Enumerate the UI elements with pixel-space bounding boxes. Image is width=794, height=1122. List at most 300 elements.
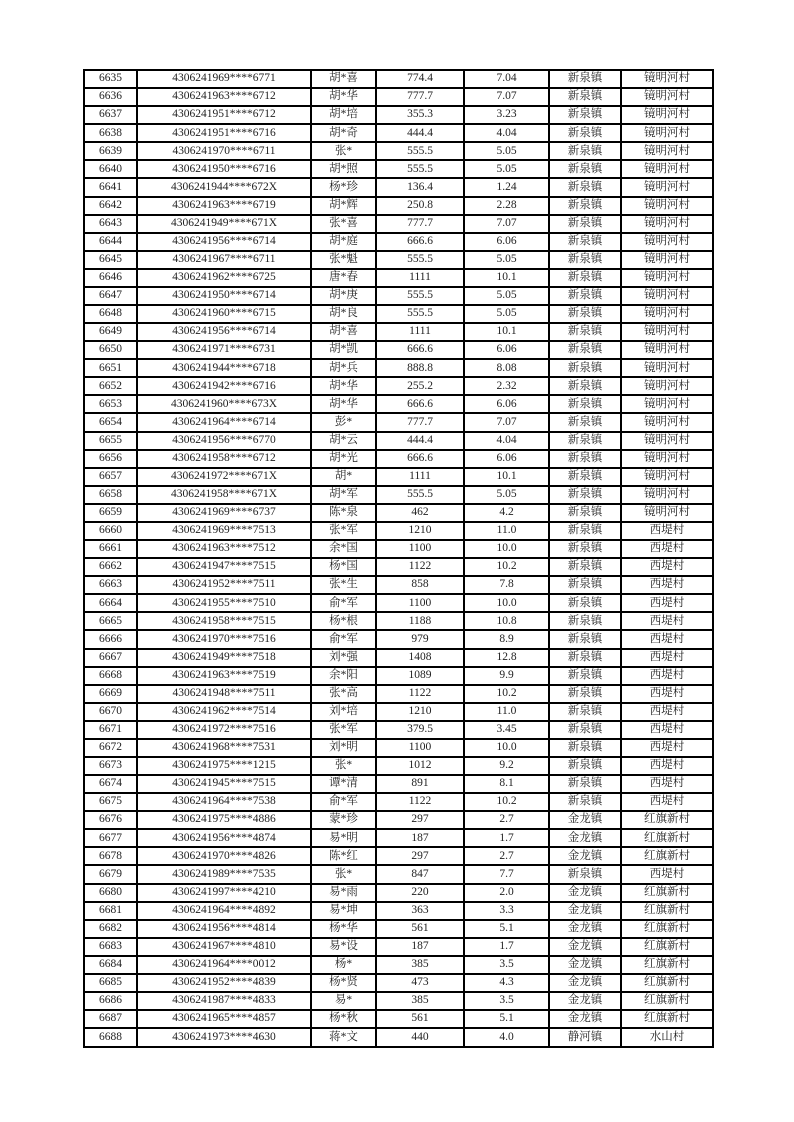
cell-serial: 6663 xyxy=(84,576,137,594)
cell-id-number: 4306241955****7510 xyxy=(137,594,311,612)
cell-area: 5.1 xyxy=(464,1010,549,1028)
table-row xyxy=(84,233,713,251)
table-row xyxy=(84,811,713,829)
cell-name: 余*阳 xyxy=(311,667,376,685)
cell-area: 3.5 xyxy=(464,956,549,974)
cell-name: 杨*国 xyxy=(311,558,376,576)
cell-name: 杨*珍 xyxy=(311,178,376,196)
cell-town: 新泉镇 xyxy=(549,486,621,504)
cell-village: 红旗新村 xyxy=(621,992,713,1010)
cell-amount: 666.6 xyxy=(376,341,464,359)
cell-name: 杨* xyxy=(311,956,376,974)
cell-area: 7.7 xyxy=(464,865,549,883)
cell-serial: 6659 xyxy=(84,504,137,522)
cell-serial: 6688 xyxy=(84,1028,137,1047)
table-row xyxy=(84,612,713,630)
cell-name: 唐*春 xyxy=(311,269,376,287)
cell-id-number: 4306241963****6719 xyxy=(137,197,311,215)
cell-name: 刘*培 xyxy=(311,703,376,721)
cell-id-number: 4306241987****4833 xyxy=(137,992,311,1010)
cell-name: 刘*明 xyxy=(311,739,376,757)
cell-village: 镜明河村 xyxy=(621,450,713,468)
cell-amount: 462 xyxy=(376,504,464,522)
cell-village: 西堤村 xyxy=(621,721,713,739)
cell-village: 镜明河村 xyxy=(621,269,713,287)
cell-name: 胡*培 xyxy=(311,106,376,124)
cell-town: 金龙镇 xyxy=(549,847,621,865)
cell-id-number: 4306241956****4874 xyxy=(137,829,311,847)
cell-id-number: 4306241952****7511 xyxy=(137,576,311,594)
cell-town: 新泉镇 xyxy=(549,865,621,883)
cell-area: 2.0 xyxy=(464,884,549,902)
cell-town: 静河镇 xyxy=(549,1028,621,1047)
cell-id-number: 4306241947****7515 xyxy=(137,558,311,576)
table-row xyxy=(84,395,713,413)
cell-serial: 6687 xyxy=(84,1010,137,1028)
cell-village: 西堤村 xyxy=(621,685,713,703)
cell-id-number: 4306241975****1215 xyxy=(137,757,311,775)
cell-serial: 6680 xyxy=(84,884,137,902)
cell-town: 金龙镇 xyxy=(549,920,621,938)
cell-serial: 6639 xyxy=(84,142,137,160)
cell-village: 镜明河村 xyxy=(621,124,713,142)
cell-name: 易* xyxy=(311,992,376,1010)
cell-village: 红旗新村 xyxy=(621,1010,713,1028)
cell-amount: 666.6 xyxy=(376,450,464,468)
cell-id-number: 4306241964****6714 xyxy=(137,413,311,431)
cell-area: 2.32 xyxy=(464,377,549,395)
cell-village: 西堤村 xyxy=(621,630,713,648)
cell-town: 新泉镇 xyxy=(549,106,621,124)
cell-village: 镜明河村 xyxy=(621,377,713,395)
cell-town: 新泉镇 xyxy=(549,70,621,88)
cell-town: 新泉镇 xyxy=(549,630,621,648)
table-row xyxy=(84,377,713,395)
table-row xyxy=(84,287,713,305)
table-row xyxy=(84,757,713,775)
cell-id-number: 4306241958****671X xyxy=(137,486,311,504)
cell-id-number: 4306241971****6731 xyxy=(137,341,311,359)
cell-town: 金龙镇 xyxy=(549,974,621,992)
cell-town: 新泉镇 xyxy=(549,775,621,793)
table-row xyxy=(84,522,713,540)
cell-amount: 385 xyxy=(376,956,464,974)
cell-id-number: 4306241963****7519 xyxy=(137,667,311,685)
cell-area: 4.04 xyxy=(464,124,549,142)
table-row xyxy=(84,703,713,721)
cell-name: 谭*清 xyxy=(311,775,376,793)
cell-area: 4.0 xyxy=(464,1028,549,1047)
cell-amount: 555.5 xyxy=(376,305,464,323)
cell-area: 4.3 xyxy=(464,974,549,992)
cell-village: 镜明河村 xyxy=(621,305,713,323)
cell-town: 新泉镇 xyxy=(549,197,621,215)
cell-town: 金龙镇 xyxy=(549,902,621,920)
cell-amount: 1188 xyxy=(376,612,464,630)
cell-amount: 220 xyxy=(376,884,464,902)
cell-amount: 1210 xyxy=(376,522,464,540)
cell-town: 新泉镇 xyxy=(549,178,621,196)
cell-serial: 6649 xyxy=(84,323,137,341)
cell-village: 镜明河村 xyxy=(621,413,713,431)
cell-id-number: 4306241949****7518 xyxy=(137,649,311,667)
cell-name: 刘*强 xyxy=(311,649,376,667)
cell-area: 7.8 xyxy=(464,576,549,594)
cell-id-number: 4306241958****7515 xyxy=(137,612,311,630)
cell-name: 杨*华 xyxy=(311,920,376,938)
cell-area: 12.8 xyxy=(464,649,549,667)
table-row xyxy=(84,450,713,468)
cell-amount: 1012 xyxy=(376,757,464,775)
cell-id-number: 4306241944****6718 xyxy=(137,359,311,377)
cell-serial: 6635 xyxy=(84,70,137,88)
cell-id-number: 4306241965****4857 xyxy=(137,1010,311,1028)
cell-village: 西堤村 xyxy=(621,793,713,811)
cell-serial: 6675 xyxy=(84,793,137,811)
cell-town: 新泉镇 xyxy=(549,215,621,233)
cell-id-number: 4306241972****671X xyxy=(137,468,311,486)
cell-area: 8.9 xyxy=(464,630,549,648)
cell-area: 1.7 xyxy=(464,829,549,847)
cell-id-number: 4306241960****6715 xyxy=(137,305,311,323)
table-row xyxy=(84,432,713,450)
cell-amount: 473 xyxy=(376,974,464,992)
cell-name: 俞*军 xyxy=(311,594,376,612)
cell-id-number: 4306241968****7531 xyxy=(137,739,311,757)
cell-amount: 1122 xyxy=(376,793,464,811)
cell-area: 7.07 xyxy=(464,88,549,106)
cell-name: 易*明 xyxy=(311,829,376,847)
cell-area: 3.23 xyxy=(464,106,549,124)
cell-area: 10.2 xyxy=(464,558,549,576)
cell-serial: 6682 xyxy=(84,920,137,938)
cell-id-number: 4306241949****671X xyxy=(137,215,311,233)
cell-name: 杨*贤 xyxy=(311,974,376,992)
cell-amount: 555.5 xyxy=(376,287,464,305)
table-row xyxy=(84,865,713,883)
cell-serial: 6686 xyxy=(84,992,137,1010)
cell-name: 胡* xyxy=(311,468,376,486)
cell-id-number: 4306241945****7515 xyxy=(137,775,311,793)
cell-serial: 6678 xyxy=(84,847,137,865)
cell-serial: 6685 xyxy=(84,974,137,992)
cell-serial: 6651 xyxy=(84,359,137,377)
cell-town: 新泉镇 xyxy=(549,323,621,341)
cell-village: 红旗新村 xyxy=(621,847,713,865)
cell-area: 1.24 xyxy=(464,178,549,196)
cell-village: 镜明河村 xyxy=(621,468,713,486)
cell-amount: 1111 xyxy=(376,269,464,287)
table-row xyxy=(84,721,713,739)
cell-area: 11.0 xyxy=(464,703,549,721)
cell-amount: 440 xyxy=(376,1028,464,1047)
cell-name: 胡*云 xyxy=(311,432,376,450)
cell-area: 5.05 xyxy=(464,305,549,323)
cell-area: 10.1 xyxy=(464,468,549,486)
cell-town: 新泉镇 xyxy=(549,341,621,359)
cell-town: 新泉镇 xyxy=(549,703,621,721)
cell-id-number: 4306241964****4892 xyxy=(137,902,311,920)
cell-area: 3.45 xyxy=(464,721,549,739)
cell-amount: 363 xyxy=(376,902,464,920)
cell-town: 金龙镇 xyxy=(549,938,621,956)
cell-id-number: 4306241948****7511 xyxy=(137,685,311,703)
cell-serial: 6677 xyxy=(84,829,137,847)
cell-village: 镜明河村 xyxy=(621,160,713,178)
cell-name: 蒙*珍 xyxy=(311,811,376,829)
cell-serial: 6666 xyxy=(84,630,137,648)
cell-id-number: 4306241962****6725 xyxy=(137,269,311,287)
cell-serial: 6657 xyxy=(84,468,137,486)
cell-town: 新泉镇 xyxy=(549,522,621,540)
cell-village: 红旗新村 xyxy=(621,974,713,992)
cell-amount: 561 xyxy=(376,920,464,938)
cell-name: 陈*泉 xyxy=(311,504,376,522)
cell-name: 易*坤 xyxy=(311,902,376,920)
cell-amount: 187 xyxy=(376,938,464,956)
cell-town: 金龙镇 xyxy=(549,829,621,847)
cell-town: 新泉镇 xyxy=(549,160,621,178)
cell-id-number: 4306241972****7516 xyxy=(137,721,311,739)
table-row xyxy=(84,956,713,974)
cell-village: 镜明河村 xyxy=(621,251,713,269)
table-row xyxy=(84,88,713,106)
cell-area: 2.28 xyxy=(464,197,549,215)
cell-village: 镜明河村 xyxy=(621,341,713,359)
cell-village: 西堤村 xyxy=(621,775,713,793)
cell-village: 镜明河村 xyxy=(621,142,713,160)
cell-amount: 561 xyxy=(376,1010,464,1028)
cell-id-number: 4306241973****4630 xyxy=(137,1028,311,1047)
cell-area: 8.08 xyxy=(464,359,549,377)
table-row xyxy=(84,251,713,269)
table-row xyxy=(84,938,713,956)
cell-name: 张*军 xyxy=(311,522,376,540)
cell-serial: 6681 xyxy=(84,902,137,920)
cell-serial: 6671 xyxy=(84,721,137,739)
cell-area: 6.06 xyxy=(464,341,549,359)
cell-village: 红旗新村 xyxy=(621,829,713,847)
cell-town: 新泉镇 xyxy=(549,413,621,431)
cell-name: 胡*军 xyxy=(311,486,376,504)
cell-village: 镜明河村 xyxy=(621,70,713,88)
cell-amount: 1210 xyxy=(376,703,464,721)
cell-name: 彭* xyxy=(311,413,376,431)
table-row xyxy=(84,215,713,233)
cell-area: 5.1 xyxy=(464,920,549,938)
table-row xyxy=(84,649,713,667)
cell-id-number: 4306241967****4810 xyxy=(137,938,311,956)
cell-serial: 6641 xyxy=(84,178,137,196)
cell-amount: 250.8 xyxy=(376,197,464,215)
cell-serial: 6672 xyxy=(84,739,137,757)
cell-town: 新泉镇 xyxy=(549,540,621,558)
cell-amount: 666.6 xyxy=(376,233,464,251)
cell-village: 红旗新村 xyxy=(621,902,713,920)
cell-id-number: 4306241951****6716 xyxy=(137,124,311,142)
table-row xyxy=(84,305,713,323)
cell-serial: 6643 xyxy=(84,215,137,233)
cell-name: 张* xyxy=(311,142,376,160)
cell-village: 镜明河村 xyxy=(621,106,713,124)
cell-name: 胡*庚 xyxy=(311,287,376,305)
cell-village: 红旗新村 xyxy=(621,938,713,956)
cell-town: 新泉镇 xyxy=(549,594,621,612)
cell-name: 余*国 xyxy=(311,540,376,558)
cell-amount: 847 xyxy=(376,865,464,883)
cell-name: 张*高 xyxy=(311,685,376,703)
cell-name: 胡*凯 xyxy=(311,341,376,359)
cell-town: 新泉镇 xyxy=(549,667,621,685)
cell-serial: 6636 xyxy=(84,88,137,106)
cell-id-number: 4306241956****6770 xyxy=(137,432,311,450)
cell-amount: 1111 xyxy=(376,468,464,486)
cell-area: 4.04 xyxy=(464,432,549,450)
cell-town: 新泉镇 xyxy=(549,432,621,450)
cell-amount: 385 xyxy=(376,992,464,1010)
cell-town: 新泉镇 xyxy=(549,269,621,287)
table-row xyxy=(84,829,713,847)
cell-name: 胡*喜 xyxy=(311,70,376,88)
cell-area: 10.8 xyxy=(464,612,549,630)
table-row xyxy=(84,468,713,486)
cell-amount: 1100 xyxy=(376,540,464,558)
cell-town: 新泉镇 xyxy=(549,142,621,160)
cell-amount: 858 xyxy=(376,576,464,594)
cell-town: 新泉镇 xyxy=(549,233,621,251)
cell-amount: 297 xyxy=(376,811,464,829)
cell-area: 5.05 xyxy=(464,287,549,305)
cell-area: 9.2 xyxy=(464,757,549,775)
cell-area: 10.2 xyxy=(464,793,549,811)
cell-amount: 255.2 xyxy=(376,377,464,395)
cell-area: 2.7 xyxy=(464,847,549,865)
cell-area: 10.2 xyxy=(464,685,549,703)
cell-amount: 1122 xyxy=(376,558,464,576)
cell-town: 金龙镇 xyxy=(549,1010,621,1028)
cell-id-number: 4306241970****6711 xyxy=(137,142,311,160)
cell-id-number: 4306241964****0012 xyxy=(137,956,311,974)
table-row xyxy=(84,793,713,811)
cell-amount: 555.5 xyxy=(376,486,464,504)
cell-id-number: 4306241960****673X xyxy=(137,395,311,413)
table-row xyxy=(84,341,713,359)
cell-name: 俞*军 xyxy=(311,630,376,648)
cell-id-number: 4306241964****7538 xyxy=(137,793,311,811)
table-row xyxy=(84,1028,713,1047)
cell-serial: 6676 xyxy=(84,811,137,829)
table-row xyxy=(84,160,713,178)
cell-name: 胡*奇 xyxy=(311,124,376,142)
cell-town: 新泉镇 xyxy=(549,251,621,269)
cell-town: 新泉镇 xyxy=(549,649,621,667)
cell-village: 红旗新村 xyxy=(621,884,713,902)
cell-serial: 6637 xyxy=(84,106,137,124)
cell-serial: 6645 xyxy=(84,251,137,269)
table-body xyxy=(84,70,713,1047)
cell-village: 水山村 xyxy=(621,1028,713,1047)
cell-name: 张*军 xyxy=(311,721,376,739)
cell-serial: 6669 xyxy=(84,685,137,703)
cell-town: 新泉镇 xyxy=(549,739,621,757)
table-row xyxy=(84,558,713,576)
cell-id-number: 4306241970****4826 xyxy=(137,847,311,865)
cell-village: 西堤村 xyxy=(621,576,713,594)
cell-id-number: 4306241997****4210 xyxy=(137,884,311,902)
cell-town: 金龙镇 xyxy=(549,884,621,902)
cell-name: 张*生 xyxy=(311,576,376,594)
table-row xyxy=(84,847,713,865)
cell-village: 西堤村 xyxy=(621,522,713,540)
cell-area: 10.1 xyxy=(464,269,549,287)
cell-area: 9.9 xyxy=(464,667,549,685)
cell-name: 张*喜 xyxy=(311,215,376,233)
cell-area: 4.2 xyxy=(464,504,549,522)
cell-name: 俞*军 xyxy=(311,793,376,811)
cell-amount: 777.7 xyxy=(376,88,464,106)
table-row xyxy=(84,178,713,196)
table-row xyxy=(84,594,713,612)
cell-town: 新泉镇 xyxy=(549,757,621,775)
cell-village: 镜明河村 xyxy=(621,504,713,522)
cell-village: 镜明河村 xyxy=(621,88,713,106)
cell-amount: 1111 xyxy=(376,323,464,341)
table-row xyxy=(84,70,713,88)
table-row xyxy=(84,540,713,558)
cell-village: 西堤村 xyxy=(621,865,713,883)
cell-serial: 6646 xyxy=(84,269,137,287)
cell-area: 10.0 xyxy=(464,594,549,612)
cell-id-number: 4306241944****672X xyxy=(137,178,311,196)
cell-area: 5.05 xyxy=(464,160,549,178)
cell-town: 新泉镇 xyxy=(549,377,621,395)
cell-area: 7.07 xyxy=(464,413,549,431)
cell-town: 新泉镇 xyxy=(549,88,621,106)
table-row xyxy=(84,486,713,504)
cell-name: 张* xyxy=(311,865,376,883)
cell-amount: 555.5 xyxy=(376,251,464,269)
table-row xyxy=(84,992,713,1010)
cell-area: 2.7 xyxy=(464,811,549,829)
cell-village: 镜明河村 xyxy=(621,359,713,377)
cell-id-number: 4306241942****6716 xyxy=(137,377,311,395)
table-row xyxy=(84,902,713,920)
cell-town: 新泉镇 xyxy=(549,124,621,142)
cell-name: 张* xyxy=(311,757,376,775)
cell-serial: 6673 xyxy=(84,757,137,775)
cell-serial: 6658 xyxy=(84,486,137,504)
table-row xyxy=(84,197,713,215)
cell-village: 西堤村 xyxy=(621,540,713,558)
table-row xyxy=(84,685,713,703)
cell-town: 金龙镇 xyxy=(549,992,621,1010)
cell-town: 新泉镇 xyxy=(549,685,621,703)
cell-amount: 444.4 xyxy=(376,124,464,142)
cell-town: 金龙镇 xyxy=(549,811,621,829)
cell-id-number: 4306241962****7514 xyxy=(137,703,311,721)
cell-serial: 6670 xyxy=(84,703,137,721)
cell-amount: 136.4 xyxy=(376,178,464,196)
cell-serial: 6638 xyxy=(84,124,137,142)
cell-serial: 6662 xyxy=(84,558,137,576)
cell-amount: 777.7 xyxy=(376,413,464,431)
cell-name: 胡*照 xyxy=(311,160,376,178)
cell-serial: 6683 xyxy=(84,938,137,956)
cell-serial: 6642 xyxy=(84,197,137,215)
cell-serial: 6660 xyxy=(84,522,137,540)
cell-town: 新泉镇 xyxy=(549,721,621,739)
cell-area: 8.1 xyxy=(464,775,549,793)
